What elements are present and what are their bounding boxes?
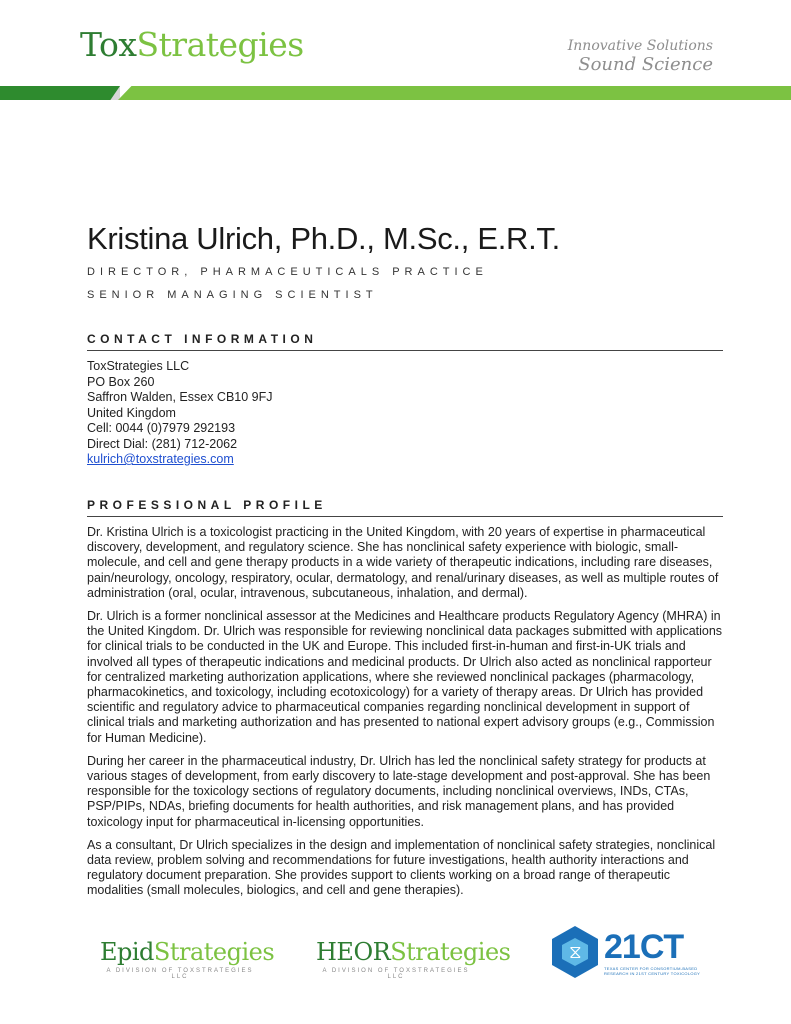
profile-paragraph: Dr. Ulrich is a former nonclinical assessor at the Medicines and Healthcare products Regulatory Agency (MHRA) in the United Kingdom. Dr. Ulrich was responsible for reviewing nonclinical data packages submitted with applications for clinical trials to be conducted in the UK and Europe. This included first-in-human and first-in-UK trials and involved all types of therapeutic indications and medicinal products. Dr Ulrich also acted as nonclinical rapporteur for centralized marketing authorization applications, where she reviewed nonclinical packages (pharmacology, pharmacokinetics, and toxicology, including ecotoxicology) for a variety of therapy areas. Dr Ulrich has provided scientific and regulatory advice to pharmaceutical companies regarding nonclinical development in support of clinical trials and marketing authorization and has presented to national expert advisory groups (e.g., Commission for Human Medicine). (87, 609, 723, 745)
bar-light-green-segment (118, 86, 791, 100)
contact-line: PO Box 260 (87, 374, 155, 389)
epidstrategies-logo (100, 938, 275, 980)
contact-line: Cell: 0044 (0)7979 292193 (87, 421, 236, 435)
bar-dark-green-segment (0, 86, 120, 100)
21ct-logo (552, 926, 702, 986)
logo-part-strategies: Strategies (136, 25, 304, 64)
contact-line: Saffron Walden, Essex CB10 9FJ (87, 390, 273, 404)
profile-paragraph: During her career in the pharmaceutical industry, Dr. Ulrich has led the nonclinical safety strategy for products at various stages of development, from early discovery to late-stage development and post-approval. She has been responsible for the toxicology sections of regulatory documents, including nonclinical overviews, INDs, CTAs, PSP/PIPs, NDAs, briefing documents for health authorities, and risk management plans, and has provided toxicology input for pharmaceutical in-licensing opportunities. (87, 753, 711, 829)
contact-block (87, 359, 273, 468)
profile-paragraph: Dr. Kristina Ulrich is a toxicologist practicing in the United Kingdom, with 20 years of expertise in pharmaceutical discovery, development, and regulatory science. She has nonclinical safety experience with biologic, small-molecule, and cell and gene therapy products in a wide variety of therapeutic indications, including rare diseases, pain/neurology, oncology, respiratory, ocular, dermatology, and renal/urinary diseases, as well as multiple routes of administration (oral, ocular, intravenous, subcutaneous, inhalation, and dermal). (87, 525, 719, 600)
contact-line: United Kingdom (87, 405, 176, 420)
epid-logo-part1: Epid (100, 938, 154, 966)
contact-heading: CONTACT INFORMATION (87, 332, 723, 351)
heorstrategies-logo (316, 938, 511, 980)
heor-logo-part2: Strategies (390, 938, 511, 966)
tagline (568, 38, 713, 76)
person-title-2: SENIOR MANAGING SCIENTIST (87, 289, 378, 301)
email-link[interactable]: kulrich@toxstrategies.com (87, 452, 234, 466)
profile-heading: PROFESSIONAL PROFILE (87, 498, 723, 517)
toxstrategies-logo (80, 25, 304, 64)
21ct-label: 21CT (604, 928, 684, 966)
tagline-line2: Sound Science (578, 54, 713, 75)
logo-part-tox: Tox (80, 25, 137, 64)
dna-icon: ⧖ (569, 942, 582, 962)
epid-logo-part2: Strategies (153, 938, 275, 966)
heor-subtitle: A DIVISION OF TOXSTRATEGIES LLC (322, 968, 470, 980)
tagline-line1: Innovative Solutions (567, 38, 713, 54)
profile-paragraph: As a consultant, Dr Ulrich specializes in the design and implementation of nonclinical safety strategies, nonclinical data review, problem solving and recommendations for future investigations, health authority interactions and regulatory document preparation. She provides support to clients working on a broad range of therapeutic modalities (small molecules, biologics, and cell and gene therapies). (87, 837, 716, 898)
header-color-bar (0, 86, 791, 100)
profile-body (87, 525, 723, 907)
epid-subtitle: A DIVISION OF TOXSTRATEGIES LLC (106, 968, 254, 980)
heor-logo-part1: HEOR (316, 938, 391, 966)
person-title-1: DIRECTOR, PHARMACEUTICALS PRACTICE (87, 266, 488, 278)
contact-line: ToxStrategies LLC (87, 359, 190, 373)
person-name: Kristina Ulrich, Ph.D., M.Sc., E.R.T. (87, 221, 560, 256)
contact-line: Direct Dial: (281) 712-2062 (87, 436, 238, 451)
21ct-subtitle: TEXAS CENTER FOR CONSORTIUM-BASED RESEARCH IN 21ST CENTURY TOXICOLOGY (604, 966, 701, 976)
